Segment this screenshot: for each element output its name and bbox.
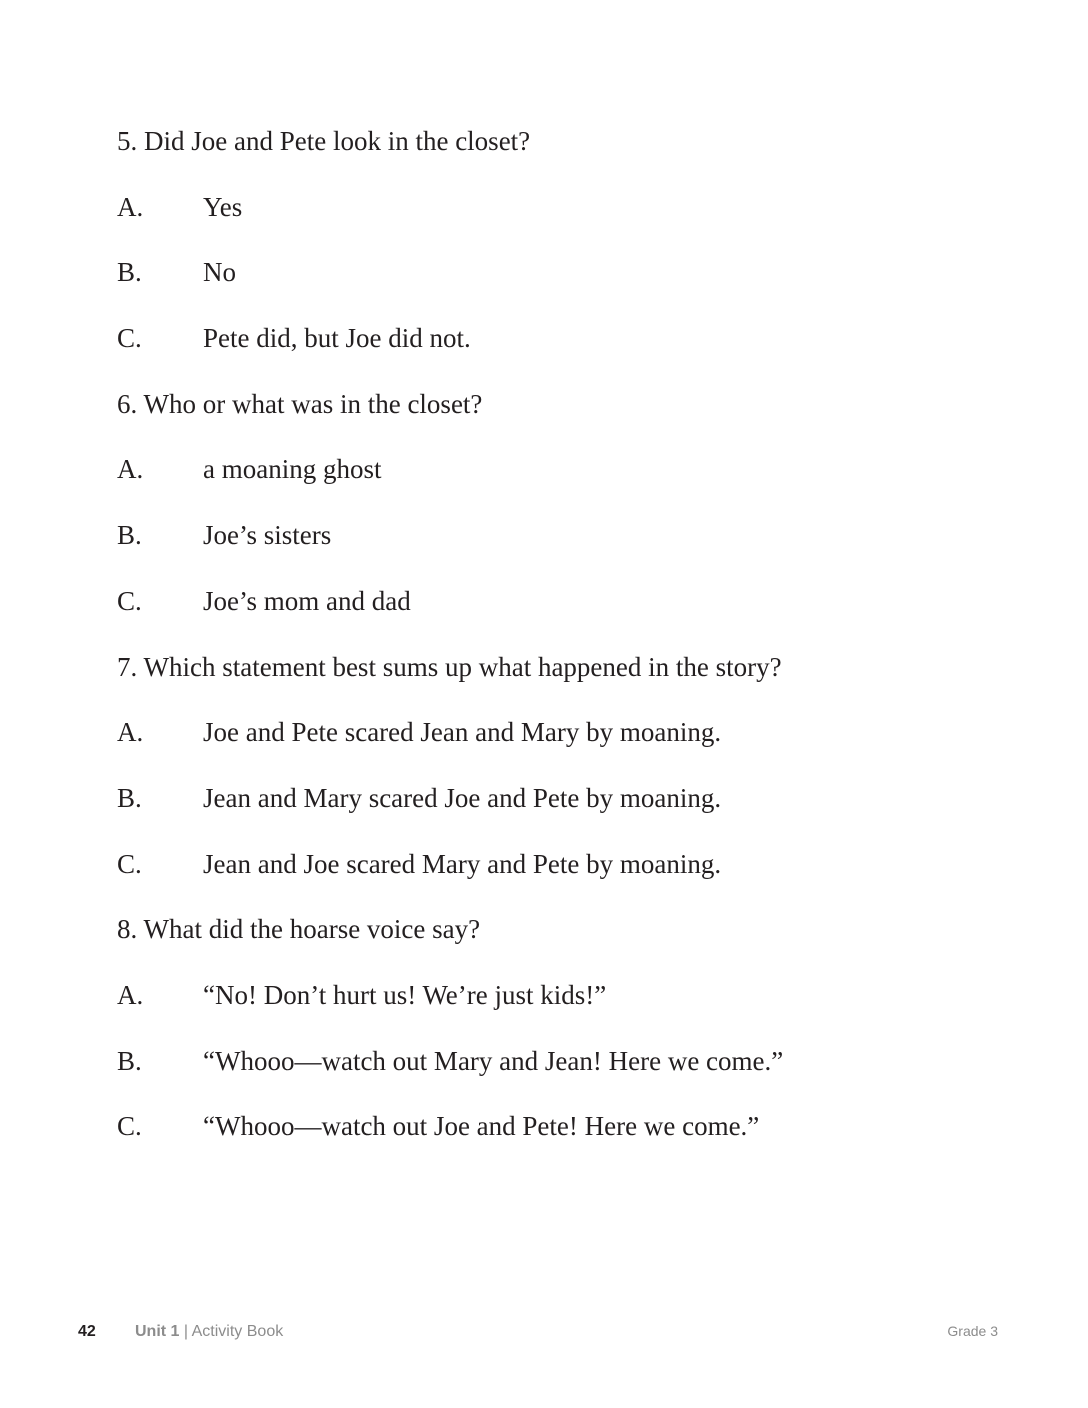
grade-label: Grade 3	[947, 1323, 998, 1339]
option-text: “Whooo—watch out Mary and Jean! Here we come.”	[203, 1045, 784, 1076]
option-6b	[117, 513, 1017, 579]
option-5b	[117, 250, 1017, 316]
unit-label	[135, 1323, 283, 1341]
option-letter: A.	[117, 979, 144, 1010]
page-number: 42	[78, 1323, 96, 1340]
option-text: Joe’s mom and dad	[203, 585, 411, 616]
option-5c	[117, 316, 1017, 382]
option-7b	[117, 776, 1017, 842]
unit-name: Unit 1	[135, 1323, 180, 1340]
option-text: “Whooo—watch out Joe and Pete! Here we come.”	[203, 1111, 760, 1142]
option-letter: B.	[117, 520, 142, 551]
option-8b	[117, 1039, 1017, 1105]
option-text: Joe and Pete scared Jean and Mary by moaning.	[203, 717, 722, 748]
option-text: Jean and Mary scared Joe and Pete by moaning.	[203, 782, 722, 813]
option-text: Joe’s sisters	[203, 520, 332, 551]
option-text: a moaning ghost	[203, 454, 382, 485]
option-letter: B.	[117, 1045, 142, 1076]
footer-separator: |	[179, 1323, 192, 1340]
option-letter: A.	[117, 454, 144, 485]
option-text: Jean and Joe scared Mary and Pete by moaning.	[203, 848, 722, 879]
option-letter: C.	[117, 848, 142, 879]
option-letter: B.	[117, 782, 142, 813]
option-letter: C.	[117, 1111, 142, 1142]
option-6a	[117, 447, 1017, 513]
option-letter: C.	[117, 323, 142, 354]
option-text: “No! Don’t hurt us! We’re just kids!”	[203, 979, 607, 1010]
option-8a	[117, 973, 1017, 1039]
question-8: 8. What did the hoarse voice say?	[117, 914, 481, 945]
option-7a	[117, 710, 1017, 776]
option-text: No	[203, 257, 236, 288]
option-letter: A.	[117, 191, 144, 222]
option-7c	[117, 842, 1017, 908]
option-8c	[117, 1104, 1017, 1170]
option-letter: B.	[117, 257, 142, 288]
option-letter: C.	[117, 585, 142, 616]
option-6c	[117, 579, 1017, 645]
page-footer	[0, 1323, 1088, 1347]
book-label: Activity Book	[191, 1323, 284, 1340]
question-5: 5. Did Joe and Pete look in the closet?	[117, 126, 531, 156]
option-letter: A.	[117, 717, 144, 748]
option-5a	[117, 185, 1017, 251]
option-text: Yes	[203, 191, 243, 222]
question-list	[117, 119, 1017, 1170]
question-7: 7. Which statement best sums up what happened in the story?	[117, 651, 782, 682]
question-6: 6. Who or what was in the closet?	[117, 388, 483, 419]
option-text: Pete did, but Joe did not.	[203, 323, 471, 354]
